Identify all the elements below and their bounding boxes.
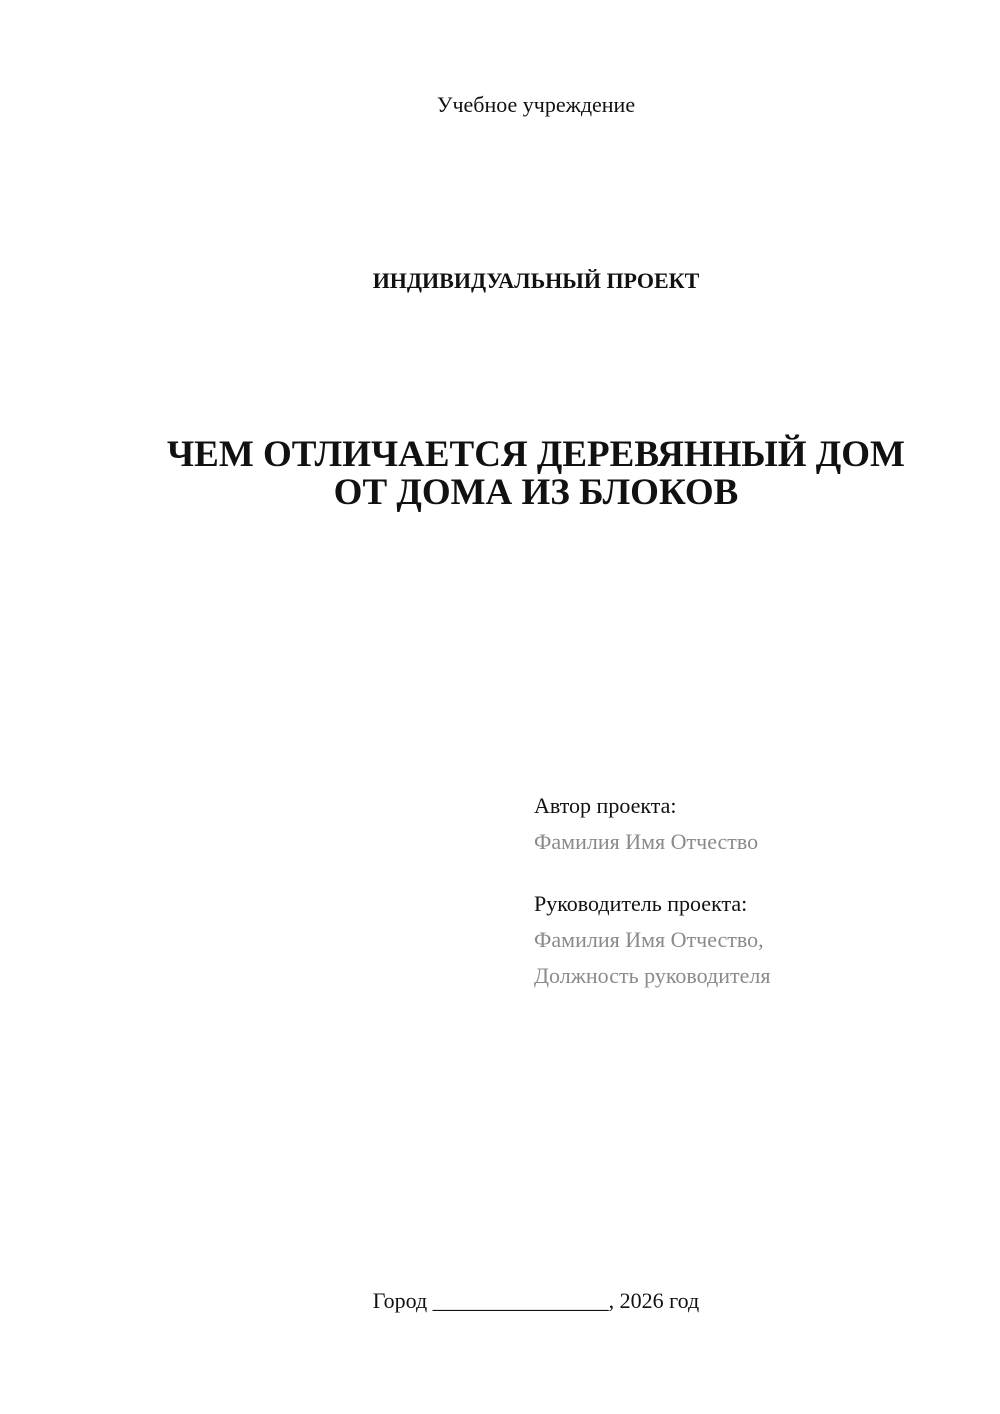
project-title-line-2: ОТ ДОМА ИЗ БЛОКОВ — [333, 472, 739, 513]
supervisor-label: Руководитель проекта: — [534, 891, 748, 916]
supervisor-position: Должность руководителя — [534, 963, 771, 988]
supervisor-name: Фамилия Имя Отчество, — [534, 927, 764, 952]
city-year-line: Город ________________, 2026 год — [372, 1288, 700, 1313]
project-title — [0, 436, 1000, 512]
authors-block — [534, 788, 770, 994]
institution-name: Учебное учреждение — [436, 92, 636, 117]
author-name: Фамилия Имя Отчество — [534, 829, 759, 854]
project-type-heading: ИНДИВИДУАЛЬНЫЙ ПРОЕКТ — [372, 268, 700, 293]
author-label: Автор проекта: — [534, 793, 677, 818]
project-title-line-1: ЧЕМ ОТЛИЧАЕТСЯ ДЕРЕВЯННЫЙ ДОМ — [167, 434, 905, 475]
authors-spacer — [534, 860, 770, 886]
